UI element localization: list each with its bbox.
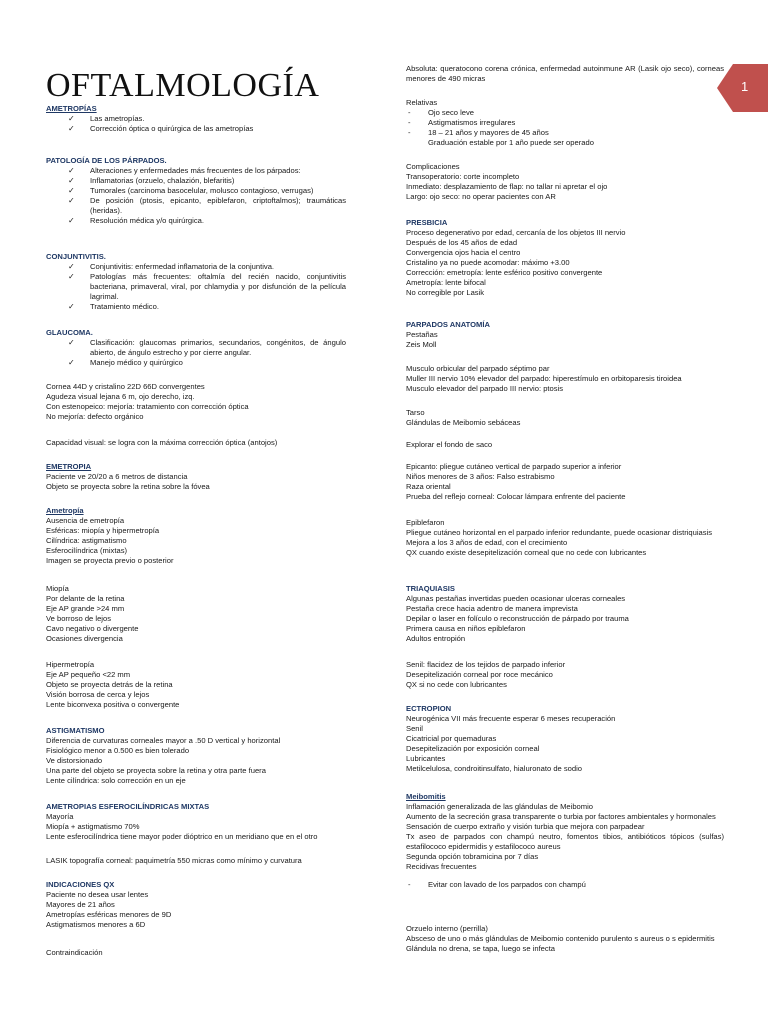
section-heading: GLAUCOMA. bbox=[46, 328, 93, 337]
check-item: ✓ Tumorales (carcinoma basocelular, molusco contagioso, verrugas) bbox=[46, 186, 346, 196]
text-line: Lente esferocilíndrica tiene mayor poder dióptrico en un meridiano que en el otro bbox=[46, 832, 318, 841]
text-line: Desepitelización corneal por roce mecánico bbox=[406, 670, 553, 679]
text-line: Cilíndrica: astigmatismo bbox=[46, 536, 127, 545]
text-line: Paciente ve 20/20 a 6 metros de distancia bbox=[46, 472, 188, 481]
page-number: 1 bbox=[741, 79, 749, 94]
text-line: Niños menores de 3 años: Falso estrabismo bbox=[406, 472, 555, 481]
text-line: QX si no cede con lubricantes bbox=[406, 680, 507, 689]
text-line: Capacidad visual: se logra con la máxima corrección óptica (antojos) bbox=[46, 438, 278, 447]
text-line: Musculo elevador del parpado III nervio: ptosis bbox=[406, 384, 564, 393]
section-heading: ASTIGMATISMO bbox=[46, 726, 105, 735]
text-line: Después de los 45 años de edad bbox=[406, 238, 518, 247]
section-heading: EMETROPIA bbox=[46, 462, 92, 471]
section-cornea bbox=[46, 382, 346, 422]
text-line: Explorar el fondo de saco bbox=[406, 440, 493, 449]
text-line: Miopía + astigmatismo 70% bbox=[46, 822, 140, 831]
text-line: Esféricas: miopía y hipermetropía bbox=[46, 526, 160, 535]
section-parpados bbox=[46, 156, 346, 226]
section-heading: INDICACIONES QX bbox=[46, 880, 115, 889]
section-parpados-anatomia bbox=[406, 320, 724, 350]
text-line: LASIK topografía corneal: paquimetría 550 micras como mínimo y curvatura bbox=[46, 856, 302, 865]
text-line: Musculo orbicular del parpado séptimo par bbox=[406, 364, 550, 373]
page-number-badge bbox=[717, 64, 768, 112]
text-paragraph: Pliegue cutáneo horizontal en el parpado inferior redundante, puede ocasionar distriquiasis bbox=[406, 528, 713, 537]
text-line: Raza oriental bbox=[406, 482, 451, 491]
text-paragraph: Tx aseo de parpados con champú neutro, fomentos tibios, antibióticos tópicos (sulfas) estafilococo epidermidis y estafilococo aureus bbox=[406, 832, 724, 851]
section-orzuelo bbox=[406, 924, 724, 954]
text-line: QX cuando existe desepitelización corneal que no cede con lubricantes bbox=[406, 548, 647, 557]
text-line: Primera causa en niños epiblefaron bbox=[406, 624, 526, 633]
text-line: Lente cilíndrica: solo corrección en un eje bbox=[46, 776, 186, 785]
section-heading: AMETROPIAS ESFEROCILÍNDRICAS MIXTAS bbox=[46, 802, 210, 811]
section-heading: Complicaciones bbox=[406, 162, 460, 171]
text-line: Por delante de la retina bbox=[46, 594, 125, 603]
text-line: Mejora a los 3 años de edad, con el crecimiento bbox=[406, 538, 568, 547]
section-heading: Hipermetropía bbox=[46, 660, 95, 669]
text-line: Contraindicación bbox=[46, 948, 103, 957]
text-line: Largo: ojo seco: no operar pacientes con AR bbox=[406, 192, 556, 201]
text-line: Una parte del objeto se proyecta sobre la retina y otra parte fuera bbox=[46, 766, 266, 775]
section-emetropia bbox=[46, 462, 346, 492]
text-line: Objeto se proyecta sobre la retina sobre la fóvea bbox=[46, 482, 210, 491]
text-line: Metilcelulosa, condroitinsulfato, hialuronato de sodio bbox=[406, 764, 583, 773]
section-indicaciones bbox=[46, 880, 346, 930]
text-line: Con estenopeico: mejoría: tratamiento con corrección óptica bbox=[46, 402, 249, 411]
section-meibomitis bbox=[406, 792, 724, 890]
text-line: Mayores de 21 años bbox=[46, 900, 115, 909]
section-complicaciones bbox=[406, 162, 724, 202]
section-senil bbox=[406, 660, 724, 690]
text-line: Pestaña crece hacia adentro de manera imprevista bbox=[406, 604, 578, 613]
text-line: Ausencia de emetropía bbox=[46, 516, 125, 525]
section-heading: Ametropía bbox=[46, 506, 84, 515]
check-item: ✓ Patologías más frecuentes: oftalmía del recién nacido, conjuntivitis bacteriana, primaveral, viral, por chlamydia y por disfunción de la película lagrimal. bbox=[46, 272, 346, 302]
text-line: Fisiológico menor a 0.500 es bien tolerado bbox=[46, 746, 190, 755]
section-miopia bbox=[46, 584, 346, 644]
section-epiblefaron bbox=[406, 518, 724, 558]
text-line: Epiblefaron bbox=[406, 518, 445, 527]
text-line: Proceso degenerativo por edad, cercanía de los objetos III nervio bbox=[406, 228, 626, 237]
text-line: Senil bbox=[406, 724, 423, 733]
text-line: Convergencia ojos hacia el centro bbox=[406, 248, 521, 257]
text-line: Epicanto: pliegue cutáneo vertical de parpado superior a inferior bbox=[406, 462, 622, 471]
dash-item: - Evitar con lavado de los parpados con champú bbox=[406, 880, 724, 890]
text-line: Inmediato: desplazamiento de flap: no tallar ni apretar el ojo bbox=[406, 182, 608, 191]
section-heading: TRIAQUIASIS bbox=[406, 584, 455, 593]
dash-item: - Astigmatismos irregulares bbox=[406, 118, 724, 128]
check-item: ✓ De posición (ptosis, epicanto, epiblefaron, criptoftalmos); traumáticas (heridas). bbox=[46, 196, 346, 216]
section-epicanto bbox=[406, 462, 724, 502]
text-line: Recidivas frecuentes bbox=[406, 862, 477, 871]
text-paragraph: Absceso de uno o más glándulas de Meibomio contenido purulento s aureus o s epidermitis bbox=[406, 934, 715, 943]
section-heading: PATOLOGÍA DE LOS PÁRPADOS. bbox=[46, 156, 167, 165]
text-line: Diferencia de curvaturas corneales mayor a .50 D vertical y horizontal bbox=[46, 736, 281, 745]
text-line: Orzuelo interno (perrilla) bbox=[406, 924, 488, 933]
section-tarso bbox=[406, 408, 724, 428]
check-item: ✓ Alteraciones y enfermedades más frecuentes de los párpados: bbox=[46, 166, 346, 176]
check-item: ✓ Corrección óptica o quirúrgica de las ametropías bbox=[46, 124, 346, 134]
section-hipermetropia bbox=[46, 660, 346, 710]
check-item: ✓ Conjuntivitis: enfermedad inflamatoria de la conjuntiva. bbox=[46, 262, 346, 272]
text-line: Objeto se proyecta detrás de la retina bbox=[46, 680, 173, 689]
text-line: Visión borrosa de cerca y lejos bbox=[46, 690, 150, 699]
check-item: ✓ Manejo médico y quirúrgico bbox=[46, 358, 346, 368]
section-ectropion bbox=[406, 704, 724, 774]
section-ametropia bbox=[46, 506, 346, 566]
text-line: Cicatricial por quemaduras bbox=[406, 734, 497, 743]
section-absoluta bbox=[406, 64, 724, 84]
text-line: No corregible por Lasik bbox=[406, 288, 485, 297]
text-line: Glándula no drena, se tapa, luego se infecta bbox=[406, 944, 556, 953]
section-contraindicacion bbox=[46, 948, 346, 958]
text-line: Lubricantes bbox=[406, 754, 446, 763]
section-heading: PARPADOS ANATOMÍA bbox=[406, 320, 490, 329]
text-line: Cristalino ya no puede acomodar: máximo +3.00 bbox=[406, 258, 570, 267]
text-line: Desepitelización por exposición corneal bbox=[406, 744, 540, 753]
text-line: Muller III nervio 10% elevador del parpado: hiperestímulo en orbitoparesis tiroidea bbox=[406, 374, 682, 383]
check-item: ✓ Resolución médica y/o quirúrgica. bbox=[46, 216, 346, 226]
text-line: Eje AP pequeño <22 mm bbox=[46, 670, 131, 679]
section-heading: ECTROPION bbox=[406, 704, 452, 713]
text-line: Ve distorsionado bbox=[46, 756, 103, 765]
text-line: Depilar o laser en folículo o reconstrucción de párpado por trauma bbox=[406, 614, 629, 623]
section-triquiasis bbox=[406, 584, 724, 644]
check-item: ✓ Clasificación: glaucomas primarios, secundarios, congénitos, de ángulo abierto, de ángulo estrecho y por cierre angular. bbox=[46, 338, 346, 358]
text-line: Transoperatorio: corte incompleto bbox=[406, 172, 520, 181]
section-glaucoma bbox=[46, 328, 346, 368]
section-lasik bbox=[46, 856, 346, 866]
check-item: ✓ Inflamatorias (orzuelo, chalazión, blefaritis) bbox=[46, 176, 346, 186]
text-paragraph: Aumento de la secreción grasa transparente o turbia por factores ambientales y hormonales bbox=[406, 812, 716, 821]
section-heading: CONJUNTIVITIS. bbox=[46, 252, 106, 261]
section-musculos bbox=[406, 364, 724, 394]
text-line: Pestañas bbox=[406, 330, 438, 339]
text-line: Sensación de cuerpo extraño y visión turbia que mejora con parpadear bbox=[406, 822, 645, 831]
text-line: Agudeza visual lejana 6 m, ojo derecho, izq. bbox=[46, 392, 195, 401]
text-line: Cavo negativo o divergente bbox=[46, 624, 139, 633]
text-line: Paciente no desea usar lentes bbox=[46, 890, 149, 899]
section-heading: Relativas bbox=[406, 98, 438, 107]
text-line: Segunda opción tobramicina por 7 días bbox=[406, 852, 539, 861]
section-conjuntivitis bbox=[46, 252, 346, 312]
text-line: Prueba del reflejo corneal: Colocar lámpara enfrente del paciente bbox=[406, 492, 626, 501]
text-line: Corrección: emetropía: lente esférico positivo convergente bbox=[406, 268, 603, 277]
text-line: Esferocilíndrica (mixtas) bbox=[46, 546, 128, 555]
text-line: Astigmatismos menores a 6D bbox=[46, 920, 146, 929]
text-line: Eje AP grande >24 mm bbox=[46, 604, 125, 613]
text-line: Zeis Moll bbox=[406, 340, 437, 349]
section-astigmatismo bbox=[46, 726, 346, 786]
dash-item: - 18 – 21 años y mayores de 45 años bbox=[406, 128, 724, 138]
text-line: Senil: flacidez de los tejidos de parpado inferior bbox=[406, 660, 566, 669]
text-line: No mejoría: defecto orgánico bbox=[46, 412, 144, 421]
text-line: Tarso bbox=[406, 408, 425, 417]
text-line: Ametropías esféricas menores de 9D bbox=[46, 910, 172, 919]
check-item: ✓ Las ametropías. bbox=[46, 114, 346, 124]
dash-item: - Ojo seco leve bbox=[406, 108, 724, 118]
section-presbicia bbox=[406, 218, 724, 298]
section-explorar bbox=[406, 440, 724, 450]
text-line: Mayoría bbox=[46, 812, 74, 821]
section-heading: Meibomitis bbox=[406, 792, 446, 801]
text-line: Imagen se proyecta previo o posterior bbox=[46, 556, 174, 565]
text-line: Algunas pestañas invertidas pueden ocasionar ulceras corneales bbox=[406, 594, 626, 603]
text-line: Adultos entropión bbox=[406, 634, 466, 643]
section-capacidad bbox=[46, 438, 346, 448]
section-heading: AMETROPÍAS bbox=[46, 104, 97, 113]
text-line: Graduación estable por 1 año puede ser operado bbox=[428, 138, 594, 147]
section-mixtas bbox=[46, 802, 346, 842]
text-line: Inflamación generalizada de las glándulas de Meibomio bbox=[406, 802, 594, 811]
text-line: Neurogénica VII más frecuente esperar 6 meses recuperación bbox=[406, 714, 616, 723]
section-heading: Miopía bbox=[46, 584, 69, 593]
text-line: Cornea 44D y cristalino 22D 66D convergentes bbox=[46, 382, 205, 391]
check-item: ✓ Tratamiento médico. bbox=[46, 302, 346, 312]
text-line: Glándulas de Meibomio sebáceas bbox=[406, 418, 521, 427]
text-line: Lente biconvexa positiva o convergente bbox=[46, 700, 180, 709]
section-relativas bbox=[406, 98, 724, 148]
section-heading: PRESBICIA bbox=[406, 218, 448, 227]
text-line: Ve borroso de lejos bbox=[46, 614, 112, 623]
text-line: Ocasiones divergencia bbox=[46, 634, 123, 643]
section-ametropias bbox=[46, 104, 346, 134]
text-line: Ametropía: lente bifocal bbox=[406, 278, 486, 287]
document-title: OFTALMOLOGÍA bbox=[46, 67, 320, 104]
text-paragraph: Absoluta: queratocono corena crónica, enfermedad autoinmune AR (Lasik ojo seco), corneas menores de 490 micras bbox=[406, 64, 724, 83]
